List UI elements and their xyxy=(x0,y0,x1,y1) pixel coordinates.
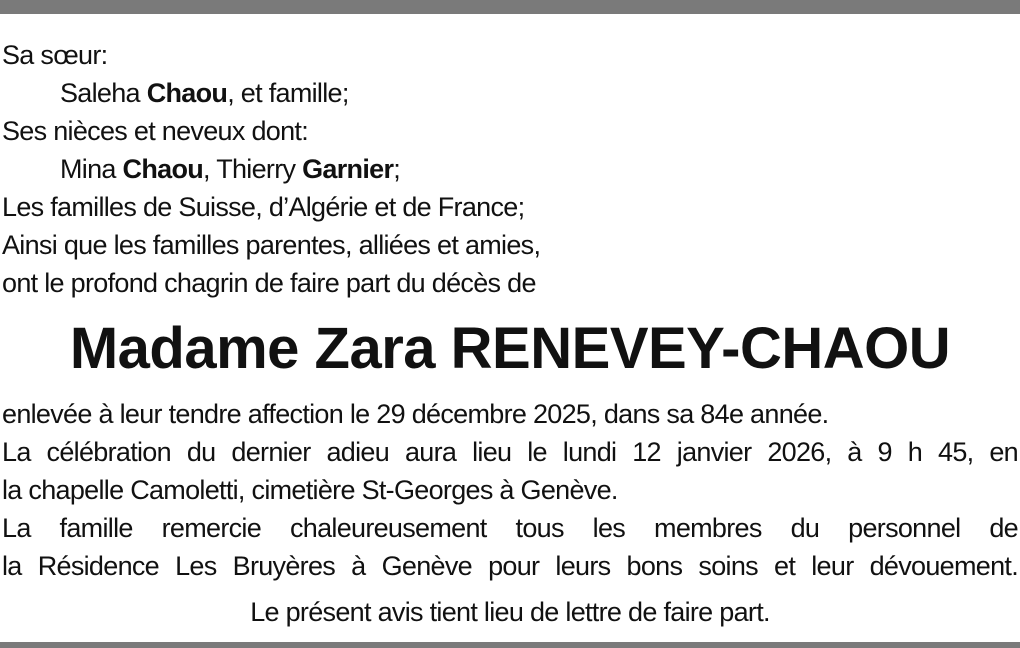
passed-line: enlevée à leur tendre affection le 29 décembre 2025, dans sa 84e année. xyxy=(2,399,829,429)
sister-last-name: Chaou xyxy=(146,78,228,108)
top-border-rule xyxy=(0,0,1020,14)
nephew1-last-name: Chaou xyxy=(122,154,204,184)
ceremony-line-1: La célébration du dernier adieu aura lieu le lundi 12 janvier 2026, à 9 h 45, en xyxy=(2,437,1018,467)
thanks-line-2: la Résidence Les Bruyères à Genève pour leurs bons soins et leur dévouement. xyxy=(2,551,1018,581)
family-list xyxy=(2,36,1018,302)
announcement-line: ont le profond chagrin de faire part du décès de xyxy=(2,268,536,298)
sister-entry xyxy=(2,74,1018,112)
nephew1-first-name: Mina xyxy=(60,154,116,184)
deceased-name: Madame Zara RENEVEY-CHAOU xyxy=(69,316,951,381)
families-line: Les familles de Suisse, d’Algérie et de France; xyxy=(2,192,525,222)
nephews-entry xyxy=(2,150,1018,188)
nephew2-first-name: Thierry xyxy=(216,154,296,184)
nephews-heading: Ses nièces et neveux dont: xyxy=(2,116,309,146)
thanks-line-1: La famille remercie chaleureusement tous les membres du personnel de xyxy=(2,513,1018,543)
relatives-line: Ainsi que les familles parentes, alliées et amies, xyxy=(2,230,541,260)
closing-line: Le présent avis tient lieu de lettre de faire part. xyxy=(250,597,770,627)
notice-details xyxy=(2,395,1018,631)
ceremony-line-2: la chapelle Camoletti, cimetière St-Georges à Genève. xyxy=(2,475,618,505)
sister-first-name: Saleha xyxy=(60,78,140,108)
sister-heading: Sa sœur: xyxy=(2,40,108,70)
bottom-border-rule xyxy=(0,642,1020,648)
separator: , xyxy=(203,154,210,184)
nephew2-last-name: Garnier xyxy=(302,154,394,184)
sister-tail: , et famille; xyxy=(227,78,349,108)
end-semicolon: ; xyxy=(393,154,401,184)
